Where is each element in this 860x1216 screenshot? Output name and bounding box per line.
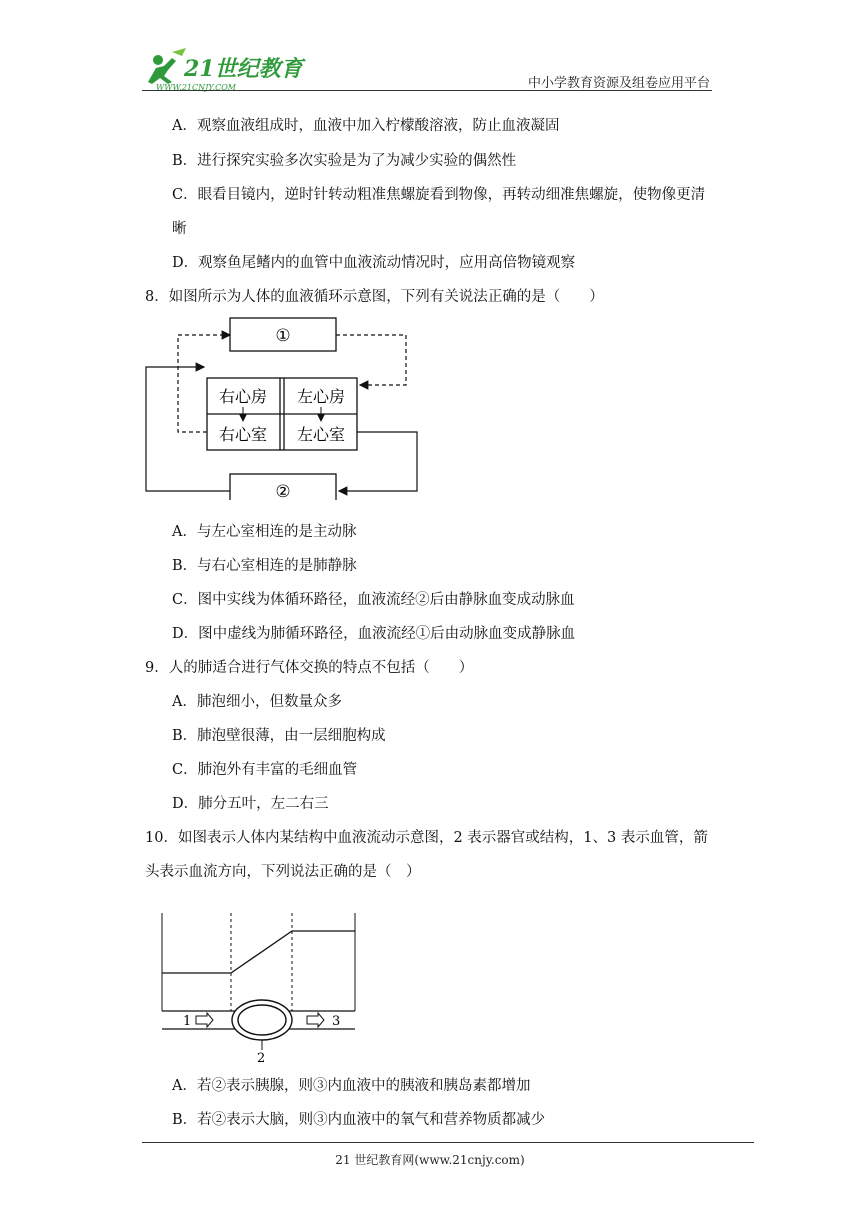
q10-option-a: A．若②表示胰腺，则③内血液中的胰液和胰岛素都增加 <box>172 1078 531 1094</box>
q9-option-d: D．肺分五叶，左二右三 <box>172 796 329 812</box>
box-1-label: ① <box>275 326 291 346</box>
vessel-label-3: 3 <box>332 1014 341 1029</box>
q7-option-b: B．进行探究实验多次实验是为了为减少实验的偶然性 <box>172 153 517 169</box>
logo-url: WWW.21CNJY.COM <box>156 83 236 92</box>
q7-option-c-cont: 晰 <box>172 221 187 237</box>
box-2-label: ② <box>275 482 291 500</box>
q7-option-c: C．眼看目镜内，逆时针转动粗准焦螺旋看到物像，再转动细准焦螺旋，使物像更清 <box>172 187 706 203</box>
footer-divider <box>142 1142 754 1143</box>
left-ventricle-label: 左心室 <box>296 425 346 444</box>
q8-option-d: D．图中虚线为肺循环路径，血液流经①后由动脉血变成静脉血 <box>172 626 576 642</box>
q8-option-c: C．图中实线为体循环路径，血液流经②后由静脉血变成动脉血 <box>172 592 575 608</box>
circulation-diagram <box>140 315 430 500</box>
site-logo <box>142 46 312 94</box>
concentration-curve <box>162 931 355 973</box>
right-ventricle-label: 右心室 <box>218 425 268 444</box>
left-atrium-label: 左心房 <box>296 387 346 406</box>
q8-option-a: A．与左心室相连的是主动脉 <box>172 524 357 540</box>
header-divider <box>142 90 712 91</box>
right-atrium-label: 右心房 <box>218 387 268 406</box>
header-platform-text: 中小学教育资源及组卷应用平台 <box>527 76 710 91</box>
organ-label-2: 2 <box>257 1051 266 1065</box>
q10-option-b: B．若②表示大脑，则③内血液中的氧气和营养物质都减少 <box>172 1112 546 1128</box>
q9-option-b: B．肺泡壁很薄，由一层细胞构成 <box>172 728 386 744</box>
organ-inner <box>238 1005 286 1035</box>
blood-flow-diagram <box>155 905 365 1065</box>
q7-option-a: A．观察血液组成时，血液中加入柠檬酸溶液，防止血液凝固 <box>172 118 560 134</box>
footer-text: 21 世纪教育网(www.21cnjy.com) <box>335 1153 525 1167</box>
flow-arrow-in <box>196 1013 213 1027</box>
q9-option-a: A．肺泡细小，但数量众多 <box>172 694 342 710</box>
logo-text: 21世纪教育 <box>184 56 303 82</box>
q10-stem-line1: 10．如图表示人体内某结构中血液流动示意图，2 表示器官或结构，1、3 表示血管，箭 <box>145 830 708 846</box>
q9-option-c: C．肺泡外有丰富的毛细血管 <box>172 762 358 778</box>
q7-option-d: D．观察鱼尾鳍内的血管中血液流动情况时，应用高倍物镜观察 <box>172 255 576 271</box>
q9-stem: 9．人的肺适合进行气体交换的特点不包括（ ） <box>145 660 474 676</box>
flow-arrow-out <box>307 1013 324 1027</box>
q10-stem-line2: 头表示血流方向，下列说法正确的是（ ） <box>145 864 421 880</box>
vessel-label-1: 1 <box>183 1014 192 1029</box>
q8-option-b: B．与右心室相连的是肺静脉 <box>172 558 357 574</box>
q8-stem: 8．如图所示为人体的血液循环示意图，下列有关说法正确的是（ ） <box>145 289 604 305</box>
